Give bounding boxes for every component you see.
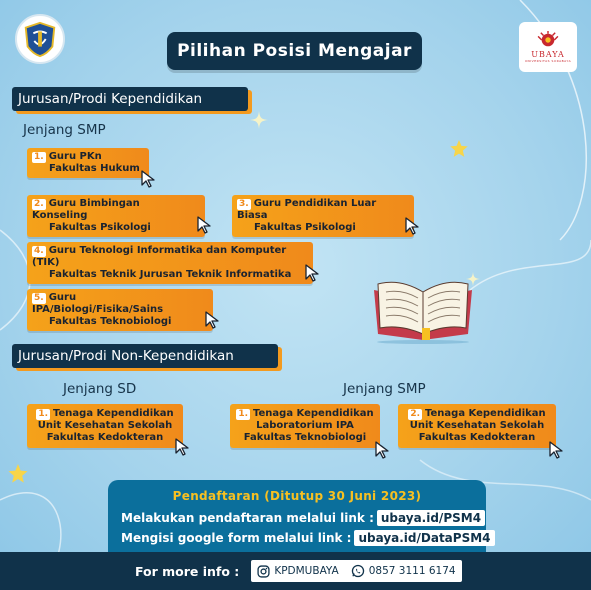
instagram-icon	[257, 565, 270, 578]
cursor-icon	[374, 441, 390, 459]
registration-title: Pendaftaran (Ditutup 30 Juni 2023)	[172, 489, 422, 503]
section-heading-non-kependidikan: Jurusan/Prodi Non-Kependidikan	[12, 344, 278, 368]
registration-row-2	[121, 530, 495, 546]
city-logo	[15, 14, 65, 64]
position-faculty: Fakultas Teknobiologi	[243, 432, 367, 443]
footer-bar	[0, 552, 591, 590]
position-number: 1.	[238, 409, 249, 419]
position-number: 4.	[34, 246, 44, 256]
cursor-icon	[140, 170, 156, 188]
cursor-icon	[404, 217, 420, 235]
position-card-3[interactable]	[232, 195, 414, 237]
position-title: Guru Bimbingan Konseling	[32, 198, 140, 221]
position-card-1[interactable]	[27, 148, 149, 178]
position-number: 5.	[34, 293, 44, 303]
level-label-sd: Jenjang SD	[63, 381, 137, 397]
whatsapp-number[interactable]: 0857 3111 6174	[368, 565, 456, 577]
position-faculty: Fakultas Psikologi	[254, 222, 356, 233]
position-card-5[interactable]	[27, 289, 213, 331]
position-number: 2.	[34, 199, 44, 209]
position-title: Guru IPA/Biologi/Fisika/Sains	[32, 292, 164, 315]
position-number: 1.	[38, 409, 49, 419]
position-faculty: Fakultas Hukum	[49, 163, 140, 174]
star-icon	[6, 462, 30, 486]
page-title: Pilihan Posisi Mengajar	[167, 32, 422, 70]
registration-link-datapsm4[interactable]: ubaya.id/DataPSM4	[354, 530, 494, 546]
position-faculty: Fakultas Teknik Jurusan Teknik Informatika	[49, 269, 292, 280]
cursor-icon	[548, 441, 564, 459]
cursor-icon	[204, 311, 220, 329]
ubaya-emblem-icon	[537, 31, 559, 49]
position-faculty: Fakultas Psikologi	[49, 222, 151, 233]
shield-emblem-icon	[21, 20, 59, 58]
position-title: Guru Teknologi Informatika dan Komputer (TIK)	[32, 245, 287, 268]
position-unit: Unit Kesehatan Sekolah	[37, 420, 173, 431]
non-edu-smp-card-2[interactable]	[398, 404, 556, 448]
cursor-icon	[304, 264, 320, 282]
level-label-smp: Jenjang SMP	[23, 122, 106, 138]
ubaya-logo-text: UBAYA	[531, 50, 565, 59]
level-label-smp: Jenjang SMP	[343, 381, 426, 397]
position-faculty: Fakultas Teknobiologi	[49, 316, 172, 327]
non-edu-smp-card-1[interactable]	[230, 404, 380, 448]
registration-link-psm4[interactable]: ubaya.id/PSM4	[377, 510, 485, 526]
registration-instruction-1: Melakukan pendaftaran melalui link :	[121, 511, 374, 525]
cursor-icon	[196, 216, 212, 234]
position-number: 2.	[410, 409, 421, 419]
position-number: 1.	[34, 152, 44, 162]
registration-instruction-2: Mengisi google form melalui link :	[121, 531, 352, 545]
position-faculty: Fakultas Kedokteran	[418, 432, 536, 443]
position-card-2[interactable]	[27, 195, 205, 237]
star-icon	[448, 138, 470, 160]
position-unit: Laboratorium IPA	[256, 420, 354, 431]
open-book-illustration	[368, 272, 478, 344]
whatsapp-icon	[351, 564, 365, 578]
position-title: Tenaga Kependidikan	[253, 408, 374, 419]
sparkle-icon	[250, 111, 268, 129]
footer-label: For more info :	[135, 563, 240, 579]
position-faculty: Fakultas Kedokteran	[46, 432, 164, 443]
position-card-4[interactable]	[27, 242, 313, 284]
position-unit: Unit Kesehatan Sekolah	[409, 420, 545, 431]
registration-row-1	[121, 510, 485, 526]
position-title: Tenaga Kependidikan	[425, 408, 546, 419]
ubaya-logo-subtext: UNIVERSITAS SURABAYA	[524, 59, 572, 63]
instagram-handle[interactable]: KPDMUBAYA	[274, 565, 339, 577]
non-edu-sd-card-1[interactable]	[27, 404, 183, 448]
position-title: Guru Pendidikan Luar Biasa	[237, 198, 377, 221]
section-heading-kependidikan: Jurusan/Prodi Kependidikan	[12, 87, 248, 111]
contact-box	[251, 560, 461, 582]
ubaya-logo	[519, 22, 577, 72]
position-title: Guru PKn	[48, 151, 102, 162]
position-title: Tenaga Kependidikan	[53, 408, 174, 419]
cursor-icon	[174, 438, 190, 456]
position-number: 3.	[239, 199, 249, 209]
